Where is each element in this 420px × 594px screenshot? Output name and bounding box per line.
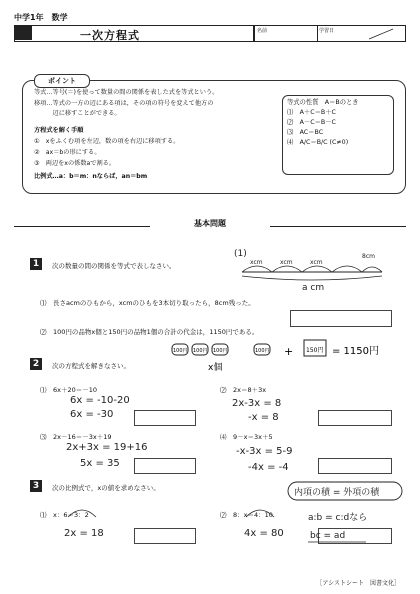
question-prompt: 次の方程式を解きなさい。 bbox=[52, 362, 130, 370]
answer-box[interactable] bbox=[318, 410, 392, 426]
hw-work: -x = 8 bbox=[248, 412, 279, 423]
property-box bbox=[282, 95, 394, 175]
hw-work: 5x = 35 bbox=[80, 458, 120, 469]
hw-text: (1) bbox=[234, 249, 247, 259]
footer-credit: ［アシストシート 図書文化］ bbox=[316, 580, 400, 587]
hw-work: 6x = -10-20 bbox=[70, 395, 130, 406]
hw-work: 2x+3x = 19+16 bbox=[66, 442, 148, 453]
question-number: 2 bbox=[30, 358, 42, 370]
answer-box[interactable] bbox=[318, 458, 392, 474]
svg-text:100円: 100円 bbox=[193, 348, 208, 354]
point-line: 比例式…a：b＝m：nならば，an＝bm bbox=[34, 173, 148, 180]
hw-work: -4x = -4 bbox=[248, 462, 289, 473]
question-item: ⑵ 8：x＝4：10 bbox=[220, 511, 273, 519]
hw-text: a:b = c:dなら bbox=[308, 513, 368, 523]
svg-text:150円: 150円 bbox=[306, 347, 324, 354]
name-date-box bbox=[254, 25, 406, 42]
svg-text:x個: x個 bbox=[208, 363, 223, 373]
hw-work: 4x = 80 bbox=[244, 528, 284, 539]
date-label: 学習日 bbox=[319, 28, 335, 34]
answer-box[interactable] bbox=[134, 410, 196, 426]
svg-text:100円: 100円 bbox=[213, 348, 228, 354]
question-item: ⑴ 長さacmのひもから，xcmのひもを3本切り取ったら，8cm残った。 bbox=[40, 299, 255, 307]
hw-arcs bbox=[64, 503, 104, 521]
answer-box[interactable] bbox=[290, 310, 392, 327]
question-number: 1 bbox=[30, 258, 42, 270]
handwritten-diagram bbox=[232, 244, 392, 292]
question-prompt: 次の比例式で，xの値を求めなさい。 bbox=[52, 484, 160, 492]
svg-text:100円: 100円 bbox=[255, 348, 270, 354]
point-line: ① xをふくむ項を左辺，数の項を右辺に移項する。 bbox=[34, 138, 180, 145]
divider bbox=[317, 26, 318, 41]
question-item: ⑴ x：6＝3：2 bbox=[40, 511, 89, 519]
question-item: ⑴ 6x＋20＝－10 bbox=[40, 386, 98, 394]
point-line: 辺に移すことができる。 bbox=[34, 110, 121, 117]
point-line: ② ax＝bの形にする。 bbox=[34, 149, 101, 156]
hw-text: 内項の積 = 外項の積 bbox=[294, 488, 380, 498]
question-item: ⑵ 2x＝8＋3x bbox=[220, 386, 267, 394]
property-line: ⑵ A－C＝B－C bbox=[287, 119, 336, 126]
svg-text:100円: 100円 bbox=[173, 348, 188, 354]
question-prompt: 次の数量の間の関係を等式で表しなさい。 bbox=[52, 262, 176, 270]
hw-text: xcm bbox=[310, 259, 323, 266]
section-title: 基本問題 bbox=[150, 218, 270, 229]
page-title: 一次方程式 bbox=[80, 29, 140, 42]
question-item: ⑵ 100円の品物x個と150円の品物1個の合計の代金は，1150円である。 bbox=[40, 328, 259, 336]
question-item: ⑶ 2x－16＝－3x＋19 bbox=[40, 433, 112, 441]
property-line: ⑴ A＋C＝B＋C bbox=[287, 109, 336, 116]
answer-box[interactable] bbox=[134, 458, 196, 474]
svg-text:+: + bbox=[284, 345, 294, 358]
title-block bbox=[14, 25, 32, 40]
hw-text: a cm bbox=[302, 283, 325, 292]
point-line: 等式…等号(＝)を使って数量の間の関係を表した式を等式という。 bbox=[34, 89, 219, 96]
hw-work: 2x = 18 bbox=[64, 528, 104, 539]
hw-text: xcm bbox=[250, 259, 263, 266]
point-line: 移項…等式の一方の辺にある項は，その項の符号を変えて他方の bbox=[34, 100, 214, 107]
handwritten-diagram bbox=[168, 338, 418, 378]
point-line: 方程式を解く手順 bbox=[34, 127, 84, 134]
hw-work: 2x-3x = 8 bbox=[232, 398, 282, 409]
hw-arcs bbox=[242, 503, 282, 521]
question-item: ⑷ 9－x＝3x＋5 bbox=[220, 433, 273, 441]
hw-text: bc = ad bbox=[310, 531, 346, 541]
answer-box[interactable] bbox=[134, 528, 196, 544]
point-line: ③ 両辺をxの係数aで割る。 bbox=[34, 160, 116, 167]
slash-mark bbox=[367, 28, 397, 40]
property-line: ⑶ AC＝BC bbox=[287, 129, 324, 136]
hw-text: xcm bbox=[280, 259, 293, 266]
hw-work: 6x = -30 bbox=[70, 409, 114, 420]
grade-label: 中学1年 数学 bbox=[14, 13, 68, 22]
hw-work: -x-3x = 5-9 bbox=[236, 446, 293, 457]
question-number: 3 bbox=[30, 480, 42, 492]
name-label: 名前 bbox=[257, 28, 268, 34]
point-tab: ポイント bbox=[34, 74, 90, 88]
hw-note bbox=[286, 478, 406, 564]
svg-text:= 1150円: = 1150円 bbox=[332, 346, 380, 357]
property-line: 等式の性質 A＝Bのとき bbox=[287, 99, 359, 106]
hw-text: 8cm bbox=[362, 253, 375, 260]
property-line: ⑷ A/C＝B/C (C≠0) bbox=[287, 139, 349, 146]
